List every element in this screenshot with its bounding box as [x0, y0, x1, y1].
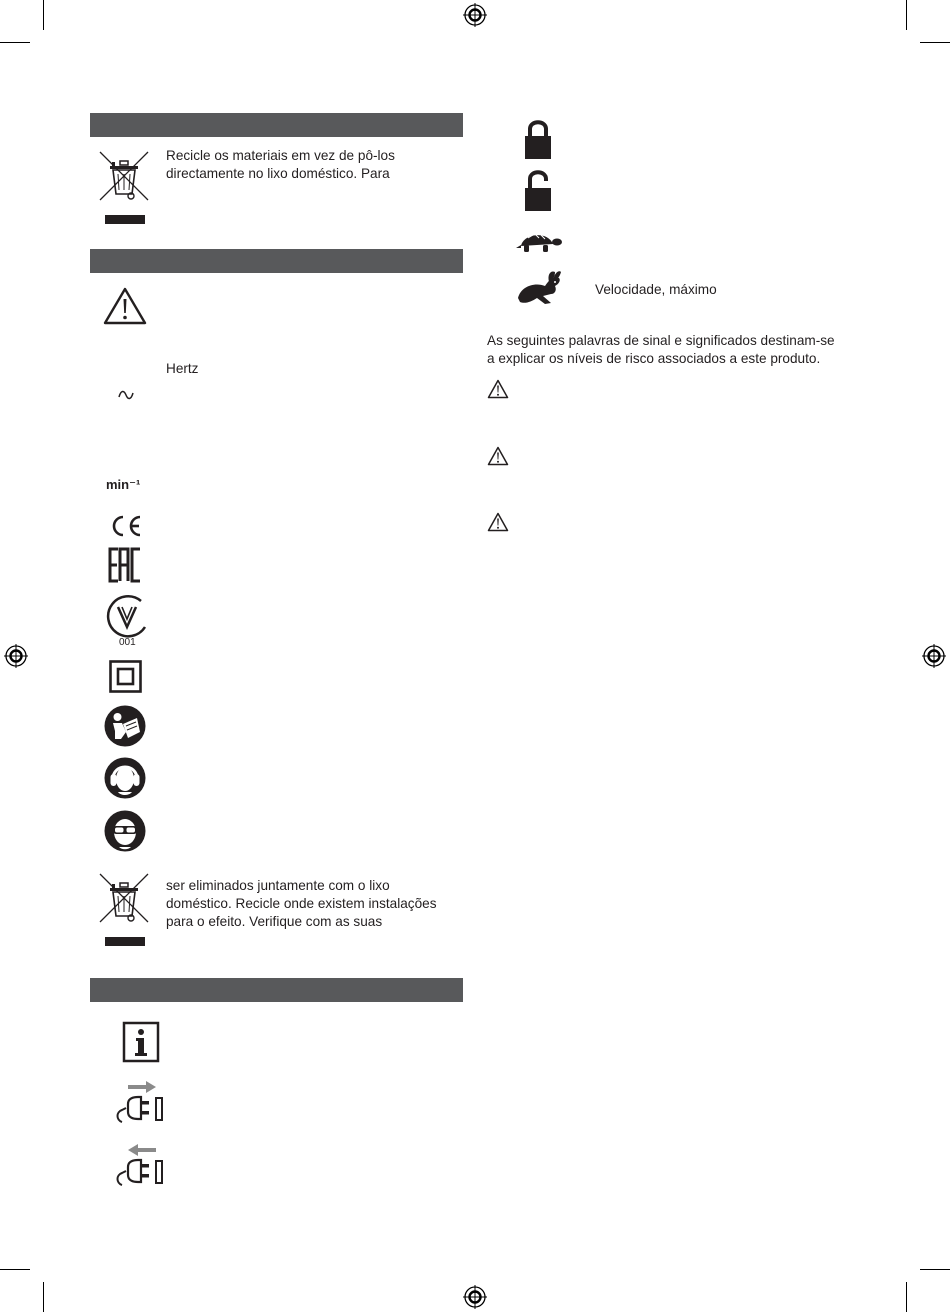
hertz-label: Hertz — [166, 361, 199, 376]
registration-mark-icon — [922, 644, 946, 668]
warning-triangle-icon — [487, 379, 509, 399]
read-manual-icon — [104, 705, 146, 747]
section-header-bar — [90, 113, 463, 137]
section-header-bar — [90, 978, 463, 1002]
signal-words-intro-line: a explicar os níveis de risco associados a este produto. — [487, 351, 821, 366]
crop-mark — [906, 1282, 907, 1312]
unplug-icon — [114, 1141, 166, 1189]
lock-icon — [523, 117, 553, 161]
crop-mark — [920, 42, 950, 43]
registration-mark-icon — [463, 3, 487, 27]
crop-mark — [920, 1269, 950, 1270]
eye-protection-icon — [104, 810, 146, 852]
crop-mark — [0, 1269, 30, 1270]
recycle-text-line: Recicle os materiais em vez de pô-los — [166, 148, 395, 163]
eac-mark-icon — [108, 547, 142, 583]
crossed-bin-icon — [98, 150, 152, 226]
weee-text-line: para o efeito. Verifique com as suas — [166, 914, 383, 929]
ear-protection-icon — [104, 757, 146, 799]
warning-triangle-icon — [487, 446, 509, 466]
speed-max-label: Velocidade, máximo — [595, 282, 717, 297]
rpm-symbol: min⁻¹ — [106, 477, 141, 492]
ukrainian-mark-code: 001 — [119, 637, 136, 648]
unlock-icon — [523, 167, 553, 213]
warning-triangle-icon — [487, 512, 509, 532]
ce-mark-icon — [108, 513, 144, 539]
recycle-text-line: directamente no lixo doméstico. Para — [166, 166, 390, 181]
weee-text-line: ser eliminados juntamente com o lixo — [166, 878, 390, 893]
rabbit-icon — [515, 270, 563, 308]
ac-current-icon — [117, 389, 135, 401]
turtle-icon — [515, 228, 563, 256]
crop-mark — [43, 0, 44, 30]
crossed-bin-icon — [98, 872, 152, 948]
signal-words-intro-line: As seguintes palavras de sinal e significados destinam-se — [487, 333, 835, 348]
info-icon — [122, 1021, 160, 1063]
warning-triangle-icon — [103, 287, 147, 325]
crop-mark — [0, 42, 30, 43]
registration-mark-icon — [463, 1285, 487, 1309]
crop-mark — [43, 1282, 44, 1312]
plug-in-icon — [114, 1078, 166, 1126]
weee-text-line: doméstico. Recicle onde existem instalações — [166, 896, 437, 911]
section-header-bar — [90, 249, 463, 273]
double-insulation-icon — [109, 660, 142, 693]
crop-mark — [906, 0, 907, 30]
registration-mark-icon — [4, 644, 28, 668]
